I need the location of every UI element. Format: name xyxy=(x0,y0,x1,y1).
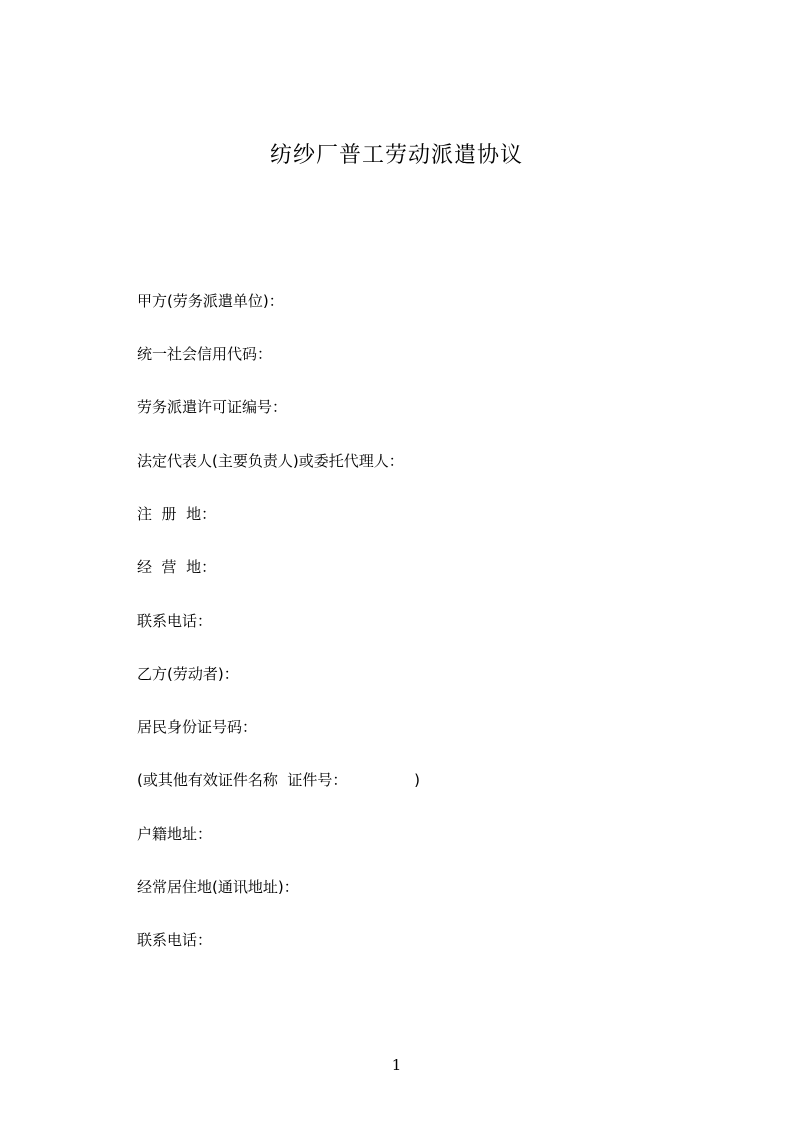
dispatch-license-label: 劳务派遣许可证编号： xyxy=(137,398,288,416)
id-number-label: 居民身份证号码： xyxy=(137,718,258,736)
residence-address-label: 经常居住地(通讯地址)： xyxy=(137,878,299,896)
party-a-phone-label: 联系电话： xyxy=(137,612,213,630)
legal-representative-label: 法定代表人(主要负责人)或委托代理人： xyxy=(137,452,404,470)
party-b-label: 乙方(劳动者)： xyxy=(137,665,239,683)
business-address-label: 经 营 地： xyxy=(137,558,217,576)
page-number: 1 xyxy=(391,1056,402,1074)
document-title: 纺纱厂普工劳动派遣协议 xyxy=(269,143,523,168)
other-id-label: (或其他有效证件名称 证件号： ) xyxy=(137,771,420,789)
household-address-label: 户籍地址： xyxy=(137,825,213,843)
registered-address-label: 注 册 地： xyxy=(137,505,217,523)
party-a-label: 甲方(劳务派遣单位)： xyxy=(137,292,284,310)
credit-code-label: 统一社会信用代码： xyxy=(137,345,273,363)
party-b-phone-label: 联系电话： xyxy=(137,931,213,949)
